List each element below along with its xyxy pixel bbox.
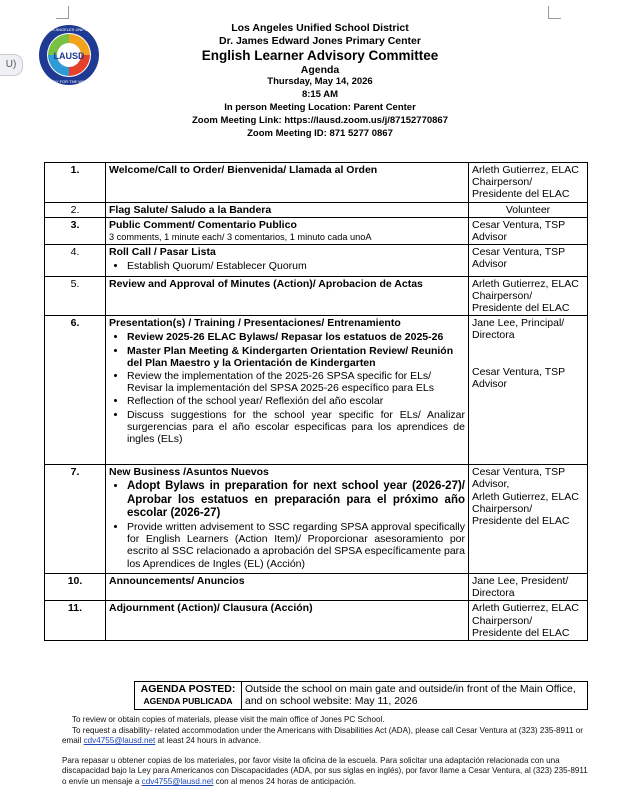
posted-label-es: AGENDA PUBLICADA [143, 696, 233, 707]
crop-mark-top-right [548, 6, 561, 19]
district-name: Los Angeles Unified School District [231, 22, 409, 34]
item-content [106, 202, 469, 217]
item-presenter [469, 316, 588, 465]
side-panel-tab[interactable]: U) [0, 54, 23, 76]
item-title: Public Comment/ Comentario Publico [109, 218, 297, 231]
item-number: 10. [45, 573, 106, 600]
item-content [106, 276, 469, 316]
footer-ada-es: Para repasar u obtener copias de los materiales, por favor visite la oficina de la escuela. Para solicitar una adaptación relacionada con una discapacidad bajo la Ley para Americanos con Discapacidades (ADA, por sus siglas en inglés), por favor llame a Cesar Ventura, al (323) 235-8911 o envíe un mensaje a cdv4755@lausd.net con al menos 24 horas de anticipación. [62, 755, 588, 786]
email-link-es[interactable]: cdv4755@lausd.net [141, 776, 214, 786]
meeting-location: In person Meeting Location: Parent Center [224, 101, 416, 113]
agenda-row-7 [45, 465, 588, 574]
item-content [106, 217, 469, 244]
item-content [106, 163, 469, 203]
item-number: 2. [45, 202, 106, 217]
item-content [106, 245, 469, 276]
agenda-row-4 [45, 245, 588, 276]
item-presenter: Arleth Gutierrez, ELAC Chairperson/ Presidente del ELAC [469, 276, 588, 316]
agenda-row-5 [45, 276, 588, 316]
item-title: Flag Salute/ Saludo a la Bandera [109, 203, 272, 216]
lausd-logo-icon [38, 24, 100, 86]
doc-type: Agenda [300, 63, 340, 76]
zoom-link[interactable]: Zoom Meeting Link: https://lausd.zoom.us/j/87152770867 [191, 114, 449, 126]
item-content [106, 573, 469, 600]
agenda-posted-table [134, 681, 588, 710]
item-title: Welcome/Call to Order/ Bienvenida/ Llamada al Orden [109, 164, 378, 176]
item-presenter: Volunteer [469, 202, 588, 217]
item-number: 5. [45, 276, 106, 316]
list-item: • Adopt Bylaws in preparation for next school year (2026-27)/ Aprobar los estatuos en preparación para el próximo año escolar (2026-27) [127, 480, 465, 520]
item-title: Roll Call / Pasar Lista [109, 246, 216, 259]
item-title: Presentation(s) / Training / Presentaciones/ Entrenamiento [109, 317, 401, 330]
item-content [106, 601, 469, 641]
item-content [106, 316, 469, 465]
agenda-row-2 [45, 202, 588, 217]
school-name: Dr. James Edward Jones Primary Center [219, 34, 421, 47]
logo-text-top: LOS ANGELES UNIFIED [46, 27, 92, 32]
meeting-date: Thursday, May 14, 2026 [267, 76, 373, 88]
posted-label: AGENDA POSTED: [140, 683, 236, 695]
item-presenter: Arleth Gutierrez, ELAC Chairperson/ Presidente del ELAC [469, 163, 588, 203]
item-number: 7. [45, 465, 106, 574]
item-number: 3. [45, 217, 106, 244]
item-presenter: Cesar Ventura, TSP Advisor [469, 217, 588, 244]
agenda-row-3 [45, 217, 588, 244]
item-detail: 3 comments, 1 minute each/ 3 comentarios, 1 minuto cada unoA [109, 232, 372, 243]
agenda-row-1 [45, 163, 588, 203]
list-item: • Review the implementation of the 2025-26 SPSA specific for ELs/ Revisar la implementación del SPSA 2025-26 específico para ELs [127, 370, 465, 394]
agenda-row-6 [45, 316, 588, 465]
logo-letters: LAUSD [53, 51, 85, 61]
agenda-header [110, 22, 530, 140]
item-number: 6. [45, 316, 106, 465]
list-item: • Discuss suggestions for the school year specific for ELs/ Analizar surgerencias para el año escolar especificas para los aprendices de ingles (ELs) [127, 409, 465, 446]
presenter-name: Arleth Gutierrez, ELAC Chairperson/ Presidente del ELAC [472, 490, 579, 528]
item-presenter: Arleth Gutierrez, ELAC Chairperson/ Presidente del ELAC [469, 601, 588, 641]
email-link[interactable]: cdv4755@lausd.net [83, 736, 156, 746]
committee-title: English Learner Advisory Committee [201, 47, 439, 63]
zoom-id: Zoom Meeting ID: 871 5277 0867 [247, 127, 393, 139]
item-title: Announcements/ Anuncios [109, 574, 245, 587]
agenda-row-10 [45, 573, 588, 600]
agenda-row-11 [45, 601, 588, 641]
footer-notes [62, 715, 592, 788]
footer-ada-en: To request a disability- related accommodation under the Americans with Disabilities Act (ADA), please call Cesar Ventura at (323) 235-8911 or email cdv4755@lausd.net at least 24 hours in advance. [62, 725, 583, 746]
agenda-table [44, 162, 588, 641]
item-number: 11. [45, 601, 106, 641]
logo-text-bottom: READY FOR THE WORLD [44, 79, 94, 84]
list-item: • Reflection of the school year/ Reflexión del año escolar [127, 395, 465, 407]
list-item: • Master Plan Meeting & Kindergarten Orientation Review/ Reunión del Plan Maestro y la Orientación de Kindergarten [127, 345, 465, 369]
list-item: • Review 2025-26 ELAC Bylaws/ Repasar los estatuos de 2025-26 [127, 331, 465, 343]
crop-mark-top-left [56, 6, 69, 19]
item-title: Review and Approval of Minutes (Action)/ Aprobacion de Actas [109, 277, 423, 290]
footer-materials-en: To review or obtain copies of materials, please visit the main office of Jones PC School. [72, 715, 385, 724]
item-content [106, 465, 469, 574]
item-title: New Business /Asuntos Nuevos [109, 466, 269, 479]
item-presenter: Jane Lee, President/ Directora [469, 573, 588, 600]
item-title: Adjournment (Action)/ Clausura (Acción) [109, 602, 313, 615]
list-item: • Establish Quorum/ Establecer Quorum [127, 260, 465, 272]
posted-label-cell [135, 682, 242, 710]
list-item: • Provide written advisement to SSC regarding SPSA approval specifically for English Learners (Action Item)/ Proporcionar asesoramiento por escrito al SSC relacionado a aprobación del SPSA específicamente para los Aprendices de Ingles (EL) (Acción) [127, 521, 465, 570]
presenter-name: Cesar Ventura, TSP Advisor [472, 365, 565, 390]
presenter-name: Jane Lee, Principal/ Directora [472, 317, 565, 342]
item-number: 4. [45, 245, 106, 276]
presenter-name: Cesar Ventura, TSP Advisor, [472, 466, 565, 491]
item-number: 1. [45, 163, 106, 203]
item-presenter [469, 465, 588, 574]
item-presenter: Cesar Ventura, TSP Advisor [469, 245, 588, 276]
posted-text: Outside the school on main gate and outside/in front of the Main Office, and on school website: May 11, 2026 [242, 682, 588, 710]
meeting-time: 8:15 AM [301, 89, 339, 101]
